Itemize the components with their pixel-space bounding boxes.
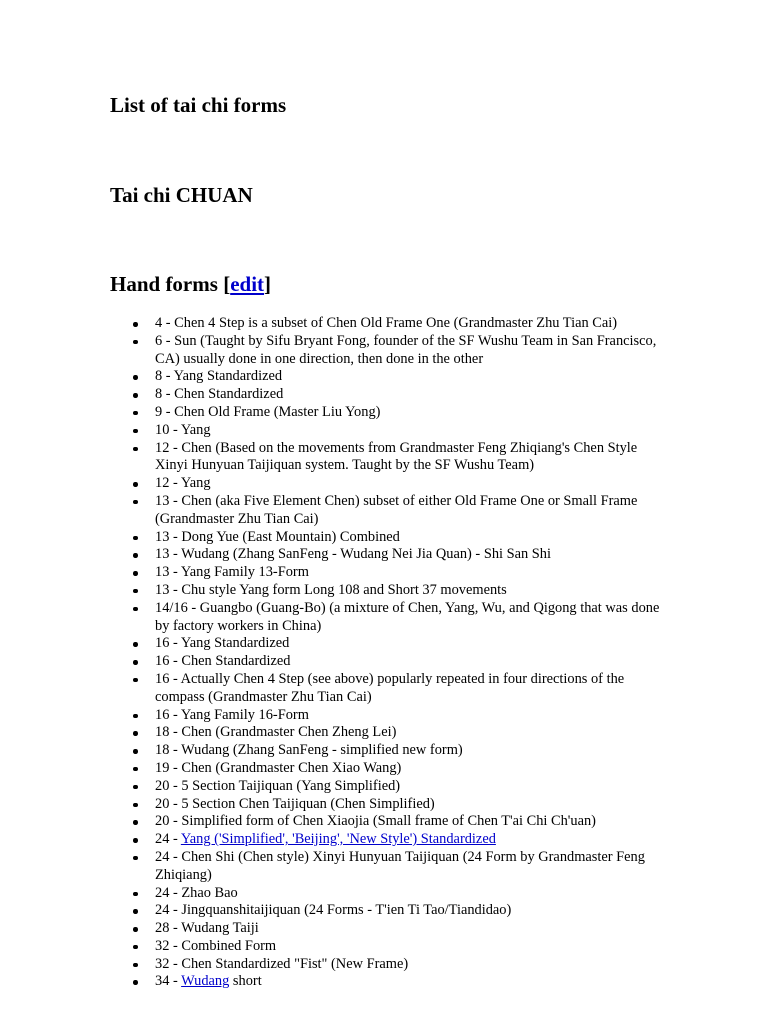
edit-link[interactable]: edit bbox=[230, 272, 265, 296]
hand-forms-list bbox=[155, 315, 665, 991]
list-item-text: 24 - Chen Shi (Chen style) Xinyi Hunyuan Taijiquan (24 Form by Grandmaster Feng Zhiqiang) bbox=[155, 848, 645, 883]
list-item bbox=[155, 635, 665, 653]
list-item bbox=[155, 315, 665, 333]
edit-bracket-close: ] bbox=[264, 272, 272, 296]
list-item-text: 13 - Chen (aka Five Element Chen) subset of either Old Frame One or Small Frame (Grandmaster Zhu Tian Cai) bbox=[155, 492, 638, 527]
list-item-text: 8 - Chen Standardized bbox=[155, 386, 284, 403]
list-item-text: 16 - Chen Standardized bbox=[155, 653, 291, 670]
list-item-text: 32 - Combined Form bbox=[155, 937, 277, 954]
list-item-text: 18 - Wudang (Zhang SanFeng - simplified new form) bbox=[155, 742, 463, 759]
list-item bbox=[155, 493, 665, 529]
list-item-link[interactable]: Wudang bbox=[181, 973, 230, 990]
list-item bbox=[155, 564, 665, 582]
list-item bbox=[155, 920, 665, 938]
list-item bbox=[155, 386, 665, 404]
list-item-text: 14/16 - Guangbo (Guang-Bo) (a mixture of Chen, Yang, Wu, and Qigong that was done by factory workers in China) bbox=[155, 599, 660, 634]
list-item-link[interactable]: Yang ('Simplified', 'Beijing', 'New Style') Standardized bbox=[180, 831, 496, 848]
list-item-text: 18 - Chen (Grandmaster Chen Zheng Lei) bbox=[155, 724, 397, 741]
list-item bbox=[155, 778, 665, 796]
list-item-text: 32 - Chen Standardized "Fist" (New Frame) bbox=[155, 955, 409, 972]
list-item bbox=[155, 742, 665, 760]
list-item-text: 16 - Yang Family 16-Form bbox=[155, 706, 309, 723]
list-item bbox=[155, 671, 665, 707]
list-item bbox=[155, 796, 665, 814]
list-item bbox=[155, 440, 665, 476]
list-item bbox=[155, 546, 665, 564]
list-item bbox=[155, 973, 665, 991]
edit-bracket-open: [ bbox=[223, 272, 231, 296]
list-item bbox=[155, 938, 665, 956]
list-item-text: 10 - Yang bbox=[155, 421, 211, 438]
list-item-text: 20 - 5 Section Taijiquan (Yang Simplified) bbox=[155, 777, 401, 794]
subsection-heading bbox=[110, 272, 271, 296]
list-item-text: 16 - Yang Standardized bbox=[155, 635, 290, 652]
list-item bbox=[155, 813, 665, 831]
list-item-text: 24 - Zhao Bao bbox=[155, 884, 238, 901]
list-item-prefix: 24 - bbox=[155, 831, 181, 848]
list-item bbox=[155, 404, 665, 422]
page-title: List of tai chi forms bbox=[110, 93, 287, 117]
list-item bbox=[155, 760, 665, 778]
list-item bbox=[155, 724, 665, 742]
list-item-text: 19 - Chen (Grandmaster Chen Xiao Wang) bbox=[155, 759, 402, 776]
list-item bbox=[155, 422, 665, 440]
list-item-text: 13 - Wudang (Zhang SanFeng - Wudang Nei Jia Quan) - Shi San Shi bbox=[155, 546, 551, 563]
subsection-heading-text: Hand forms bbox=[110, 272, 218, 296]
list-item bbox=[155, 902, 665, 920]
list-item-text: 28 - Wudang Taiji bbox=[155, 920, 259, 937]
list-item-text: 20 - 5 Section Chen Taijiquan (Chen Simplified) bbox=[155, 795, 435, 812]
list-item-text: 8 - Yang Standardized bbox=[155, 368, 283, 385]
list-item-text: 24 - Jingquanshitaijiquan (24 Forms - T'ien Ti Tao/Tiandidao) bbox=[155, 902, 512, 919]
list-item-text: 13 - Dong Yue (East Mountain) Combined bbox=[155, 528, 400, 545]
section-heading: Tai chi CHUAN bbox=[110, 183, 253, 207]
list-item-text: 12 - Yang bbox=[155, 475, 211, 492]
list-item bbox=[155, 368, 665, 386]
list-item-suffix: short bbox=[229, 973, 262, 990]
list-item bbox=[155, 333, 665, 369]
list-item bbox=[155, 849, 665, 885]
list-item-text: 13 - Yang Family 13-Form bbox=[155, 564, 309, 581]
list-item bbox=[155, 885, 665, 903]
list-item-text: 20 - Simplified form of Chen Xiaojia (Small frame of Chen T'ai Chi Ch'uan) bbox=[155, 813, 596, 830]
list-item bbox=[155, 475, 665, 493]
list-item bbox=[155, 600, 665, 636]
list-item bbox=[155, 831, 665, 849]
list-item-text: 13 - Chu style Yang form Long 108 and Short 37 movements bbox=[155, 581, 507, 598]
list-item-text: 4 - Chen 4 Step is a subset of Chen Old Frame One (Grandmaster Zhu Tian Cai) bbox=[155, 315, 618, 331]
list-item-text: 9 - Chen Old Frame (Master Liu Yong) bbox=[155, 403, 381, 420]
list-item-text: 12 - Chen (Based on the movements from Grandmaster Feng Zhiqiang's Chen Style Xinyi Hunyuan Taijiquan system. Taught by the SF Wushu Team) bbox=[155, 439, 638, 474]
list-item bbox=[155, 707, 665, 725]
list-item-text: 16 - Actually Chen 4 Step (see above) popularly repeated in four directions of the compass (Grandmaster Zhu Tian Cai) bbox=[155, 670, 625, 705]
list-item-prefix: 34 - bbox=[155, 973, 182, 990]
list-item bbox=[155, 582, 665, 600]
list-item-text: 6 - Sun (Taught by Sifu Bryant Fong, founder of the SF Wushu Team in San Francisco, CA) usually done in one direction, then done in the other bbox=[155, 332, 657, 367]
list-item bbox=[155, 956, 665, 974]
list-item bbox=[155, 529, 665, 547]
list-item bbox=[155, 653, 665, 671]
